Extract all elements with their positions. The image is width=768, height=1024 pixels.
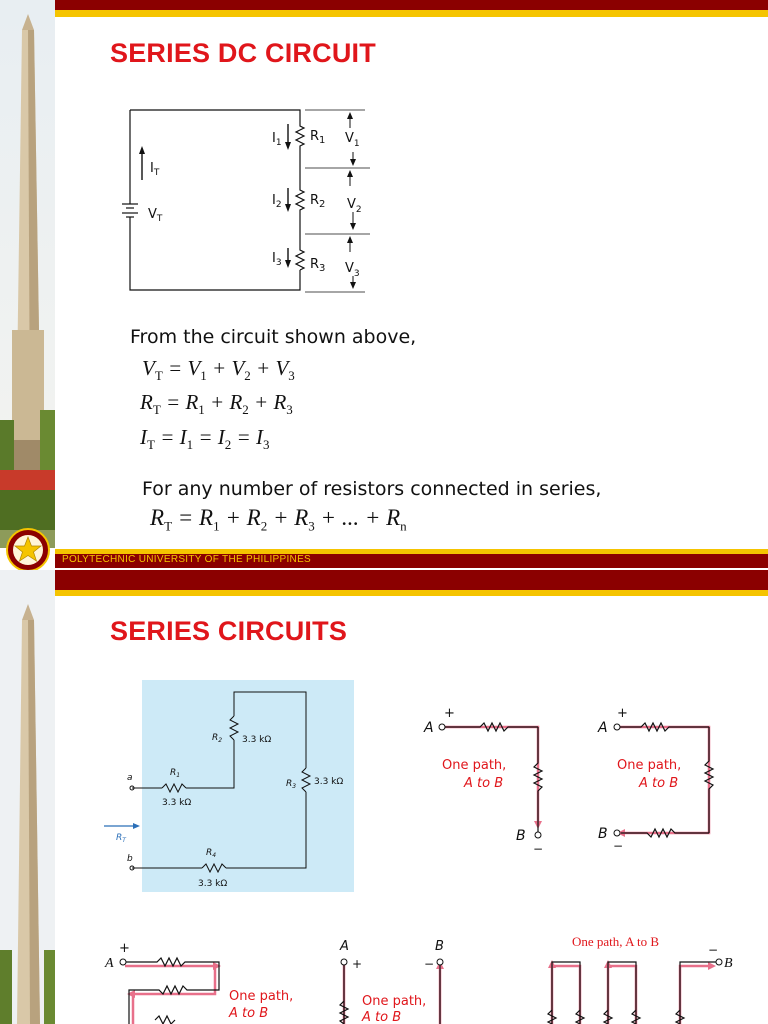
equation-current: $I_T = I_1 = I_2 = I_3$: [140, 425, 270, 453]
r2-label: $R_2$: [212, 733, 223, 744]
header-bar-red: [55, 570, 768, 590]
r2-label: $R_2$: [310, 193, 326, 210]
r3-label: $R_3$: [310, 257, 326, 274]
slide-title: SERIES DC CIRCUIT: [110, 38, 376, 68]
a-to-b-label: A to B: [362, 1010, 402, 1024]
one-path-label: One path,: [617, 758, 682, 773]
intro-text: From the circuit shown above,: [130, 326, 417, 348]
terminal-b-label: B: [598, 826, 608, 842]
minus-sign: −: [613, 839, 624, 853]
plus-sign: +: [617, 706, 628, 721]
university-seal-icon: [2, 528, 54, 570]
footer-university-name: POLYTECHNIC UNIVERSITY OF THE PHILIPPINES: [62, 554, 312, 565]
one-path-full-label: One path, A to B: [572, 934, 660, 949]
terminal-b-label: B: [435, 939, 444, 954]
a-to-b-label: A to B: [229, 1006, 269, 1021]
header-bar-red: [55, 0, 768, 10]
r3-value: 3.3 kΩ: [314, 777, 344, 787]
a-to-b-label: A to B: [639, 776, 679, 791]
vt-label: $V_T$: [148, 207, 163, 224]
r3-label: $R_3$: [286, 779, 297, 790]
obelisk-image: [0, 570, 55, 1024]
plus-sign: +: [119, 941, 130, 956]
r1-label: $R_1$: [170, 768, 181, 779]
obelisk-image: [0, 0, 55, 548]
one-path-label: One path,: [442, 758, 507, 773]
i2-label: $I_2$: [272, 193, 282, 210]
one-path-label: One path,: [362, 994, 427, 1009]
general-intro-text: For any number of resistors connected in series,: [142, 478, 602, 500]
plus-sign: +: [444, 706, 455, 721]
v3-label: $V_3$: [345, 261, 360, 279]
slide-series-circuits: [0, 570, 768, 1024]
path-diagram-3: [95, 940, 305, 1024]
r1-value: 3.3 kΩ: [162, 798, 192, 808]
terminal-b-label: B: [516, 828, 526, 844]
rt-label: $R_T$: [116, 833, 126, 844]
minus-sign: −: [708, 943, 719, 957]
terminal-a-label: A: [340, 939, 349, 954]
terminal-a-label: A: [105, 956, 114, 971]
minus-sign: −: [424, 957, 435, 971]
r2-value: 3.3 kΩ: [242, 735, 272, 745]
slide-title: SERIES CIRCUITS: [110, 616, 348, 646]
equation-general: $R_T = R_1 + R_2 + R_3$ + ... + $R_n$: [150, 505, 407, 534]
r4-value: 3.3 kΩ: [198, 879, 228, 889]
v1-label: $V_1$: [345, 131, 360, 149]
a-to-b-label: A to B: [464, 776, 504, 791]
plus-sign: +: [352, 957, 363, 971]
path-diagram-5: [540, 930, 760, 1024]
terminal-a-label: A: [598, 720, 608, 736]
header-bar-gold: [55, 590, 768, 596]
r1-label: $R_1$: [310, 129, 326, 146]
series-dc-circuit-diagram: [120, 100, 380, 300]
path-diagram-1: [420, 705, 560, 855]
header-bar-gold: [55, 10, 768, 17]
series-resistor-network-diagram: [100, 680, 360, 895]
path-diagram-4: [330, 935, 470, 1024]
i3-label: $I_3$: [272, 251, 282, 268]
equation-resistance: $R_T = R_1 + R_2 + R_3$: [140, 390, 293, 418]
v2-label: $V_2$: [347, 197, 362, 215]
path-diagram-2: [595, 705, 745, 855]
one-path-label: One path,: [229, 989, 294, 1004]
i1-label: $I_1$: [272, 131, 282, 148]
terminal-a-label: a: [127, 773, 133, 783]
equation-voltage: $V_T = V_1 + V_2 + V_3$: [142, 356, 295, 384]
terminal-b-label: B: [724, 956, 733, 971]
terminal-a-label: A: [424, 720, 434, 736]
r4-label: $R_4$: [206, 848, 217, 859]
it-label: $I_T$: [150, 161, 160, 178]
terminal-b-label: b: [127, 854, 133, 864]
minus-sign: −: [533, 842, 544, 855]
